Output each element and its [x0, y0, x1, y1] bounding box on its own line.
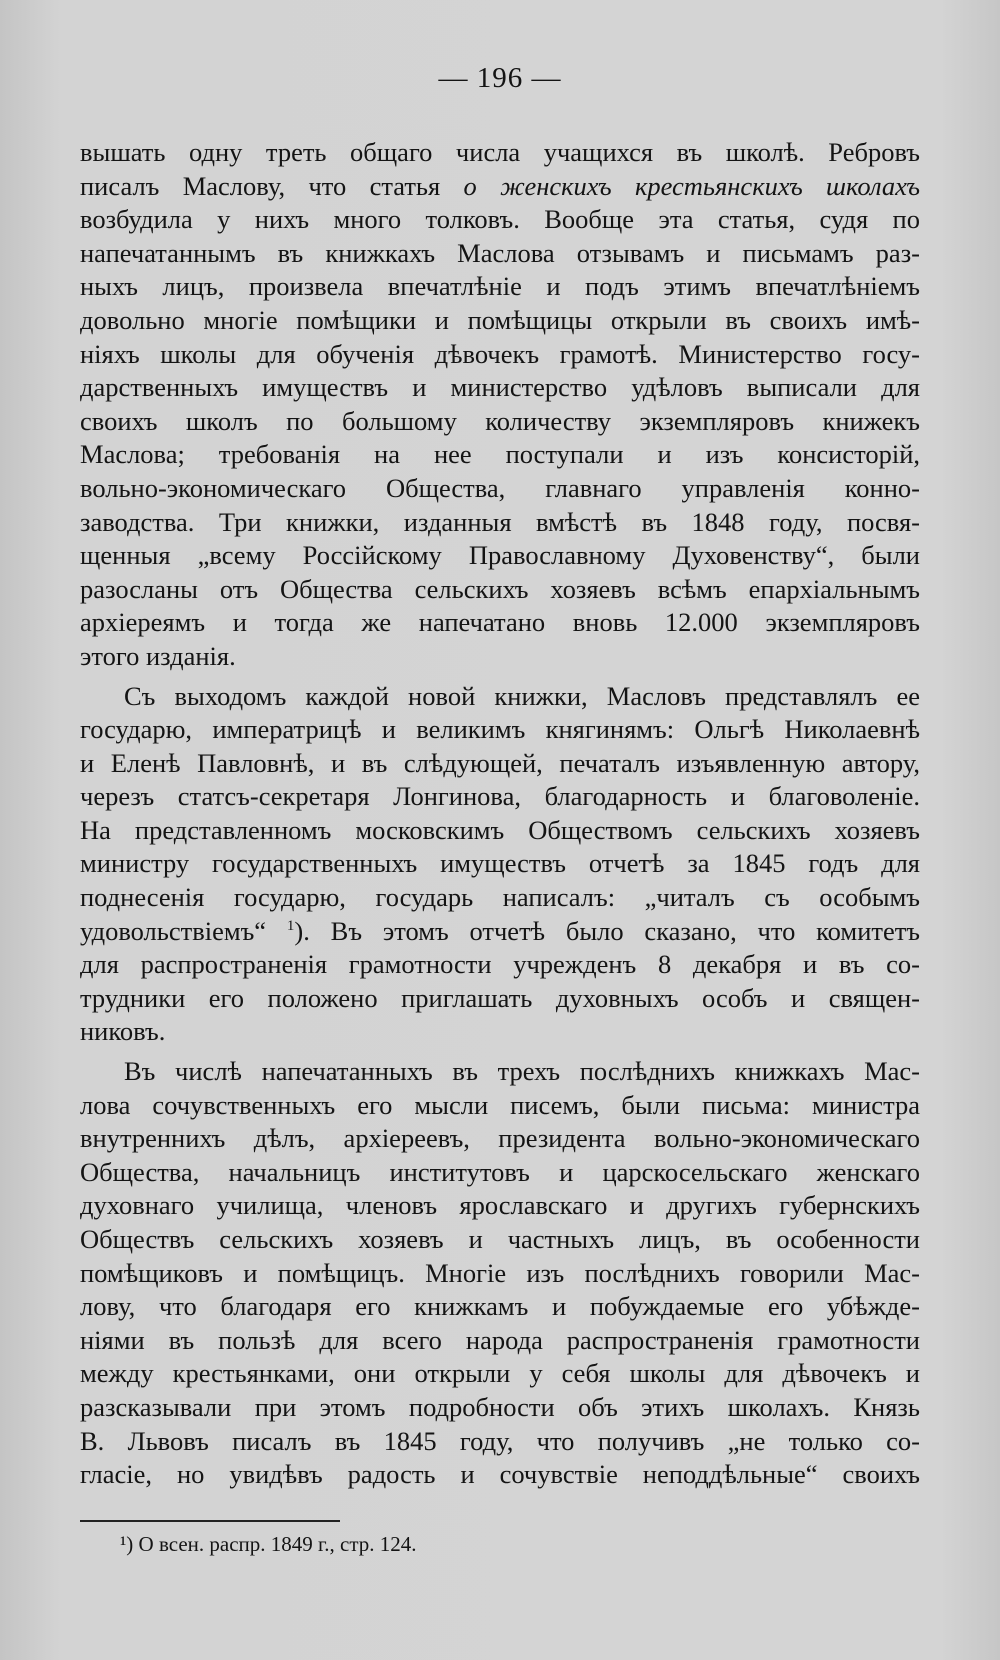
text-line: вышать одну треть общаго числа учащихся въ школѣ. Ребровъ [80, 137, 920, 167]
text-line: дарственныхъ имуществъ и министерство удѣловъ выписали для [80, 372, 920, 403]
text-line: духовнаго училища, членовъ ярославскаго и другихъ губернскихъ [80, 1190, 920, 1221]
text-line: напечатаннымъ въ книжкахъ Маслова отзывамъ и письмамъ раз- [80, 237, 920, 268]
text-line: своихъ школъ по большому количеству экземпляровъ книжекъ [80, 405, 920, 436]
text-line: ніями въ пользѣ для всего народа распространенія грамотности [80, 1324, 920, 1355]
footnote-divider [80, 1520, 340, 1522]
text-line: удовольствіемъ“ $^1$). Въ этомъ отчетѣ было сказано, что комитетъ [80, 915, 920, 946]
text-line: поднесенія государю, государь написалъ: „читалъ съ особымъ [80, 882, 920, 913]
text-line: ныхъ лицъ, произвела впечатлѣніе и подъ этимъ впечатлѣніемъ [80, 271, 920, 302]
text-line: ніяхъ школы для обученія дѣвочекъ грамотѣ. Министерство госу- [80, 338, 920, 369]
text-line: этого изданія. [80, 640, 236, 671]
text-line: Общества, начальницъ институтовъ и царскосельскаго женскаго [80, 1156, 920, 1187]
text-line: лова сочувственныхъ его мысли писемъ, были письма: министра [80, 1089, 920, 1120]
text-line: между крестьянками, они открыли у себя школы для дѣвочекъ и [80, 1358, 920, 1389]
footnote-reference: 1 [286, 917, 295, 934]
text-line: никовъ. [80, 1016, 166, 1047]
text-line: для распространенія грамотности учрежденъ 8 декабря и въ со- [80, 949, 920, 980]
text-line: Въ числѣ напечатанныхъ въ трехъ послѣднихъ книжкахъ Мас- [124, 1056, 920, 1087]
text-line: министру государственныхъ имуществъ отчетѣ за 1845 годъ для [80, 848, 920, 879]
text-line: довольно многіе помѣщики и помѣщицы открыли въ своихъ имѣ- [80, 304, 920, 335]
italic-phrase: о женскихъ крестьянскихъ школахъ [463, 170, 920, 201]
text-line: вольно-экономическаго Общества, главнаго управленія конно- [80, 472, 920, 503]
footnote-mark: ¹) [120, 1532, 134, 1556]
page-number: — 196 — [438, 62, 562, 94]
text-line: архіереямъ и тогда же напечатано вновь 12.000 экземпляровъ [80, 607, 920, 638]
footnote-text: О всен. распр. 1849 г., стр. 124. [138, 1532, 417, 1556]
text-line: В. Львовъ писалъ въ 1845 году, что получивъ „не только со- [80, 1425, 920, 1456]
text-line: Маслова; требованія на нее поступали и изъ консисторій, [80, 439, 920, 470]
text-line: разсказывали при этомъ подробности объ этихъ школахъ. Князь [80, 1391, 920, 1422]
text-line: Съ выходомъ каждой новой книжки, Масловъ представлялъ ее [124, 680, 920, 711]
text-line: писалъ Маслову, что статья о женскихъ крестьянскихъ школахъ [80, 170, 920, 201]
text-line: черезъ статсъ-секретаря Лонгинова, благодарность и благоволеніе. [80, 781, 920, 812]
text-line: гласіе, но увидѣвъ радость и сочувствіе неподдѣльные“ своихъ [80, 1459, 920, 1490]
text-line: заводства. Три книжки, изданныя вмѣстѣ въ 1848 году, посвя- [80, 506, 920, 537]
text-line: щенныя „всему Россійскому Православному Духовенству“, были [80, 540, 920, 571]
text-line: и Еленѣ Павловнѣ, и въ слѣдующей, печаталъ изъявленную автору, [80, 747, 920, 778]
text-line: внутреннихъ дѣлъ, архіереевъ, президента вольно-экономическаго [80, 1123, 920, 1154]
text-line: государю, императрицѣ и великимъ княгинямъ: Ольгѣ Николаевнѣ [80, 714, 920, 745]
text-line: трудники его положено приглашать духовныхъ особъ и священ- [80, 982, 920, 1013]
body-text [80, 136, 920, 1492]
text-line: помѣщиковъ и помѣщицъ. Многіе изъ послѣднихъ говорили Мас- [80, 1257, 920, 1288]
text-line: Обществъ сельскихъ хозяевъ и частныхъ лицъ, въ особенности [80, 1224, 920, 1254]
text-line: возбудила у нихъ много толковъ. Вообще эта статья, судя по [80, 204, 920, 235]
footnote [120, 1532, 417, 1557]
text-line: На представленномъ московскимъ Обществомъ сельскихъ хозяевъ [80, 814, 920, 845]
text-line: разосланы отъ Общества сельскихъ хозяевъ всѣмъ епархіальнымъ [80, 573, 920, 604]
text-line: лову, что благодаря его книжкамъ и побуждаемые его убѣжде- [80, 1291, 920, 1322]
